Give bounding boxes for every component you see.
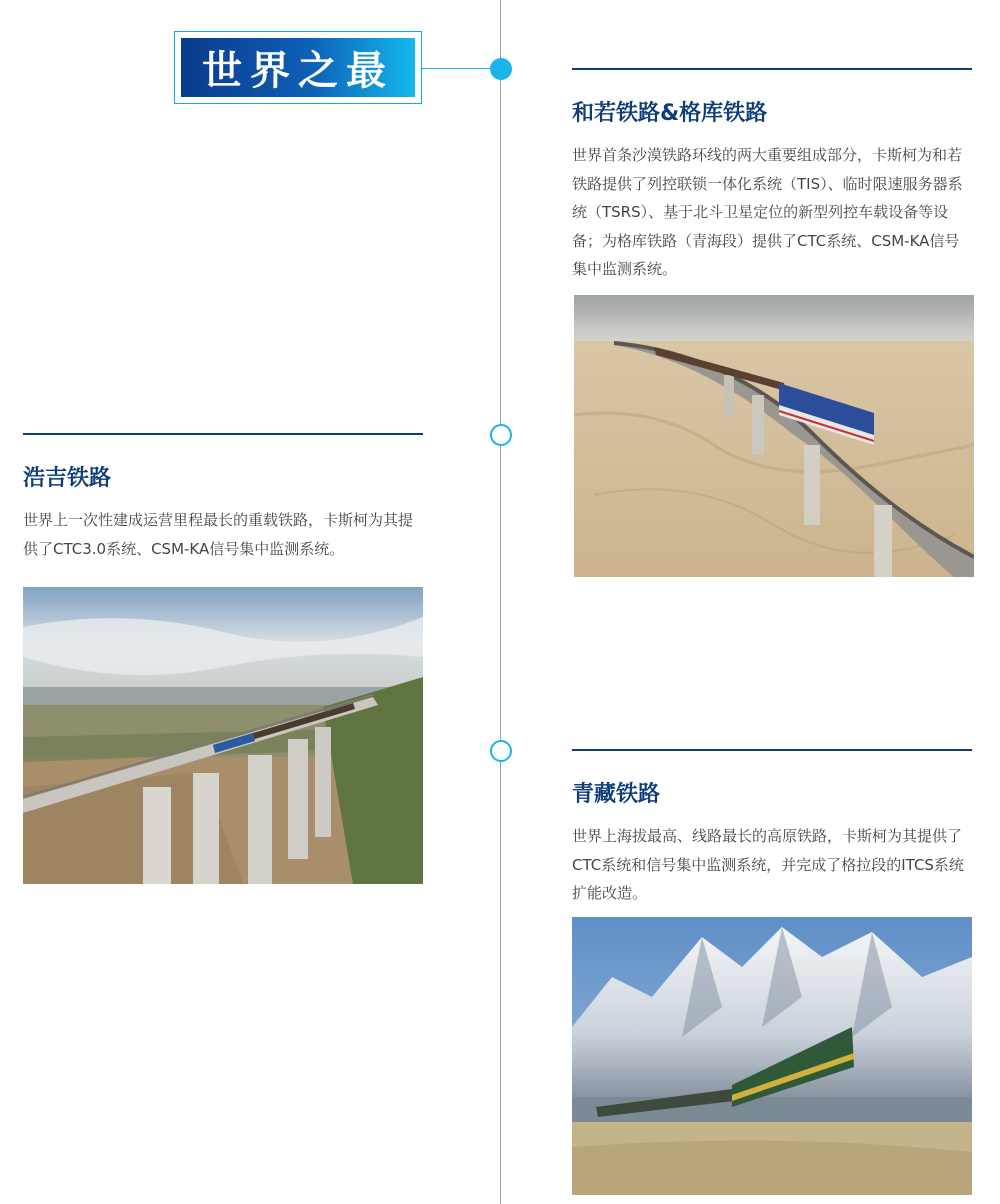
timeline-dot-top [490, 58, 512, 80]
title-box [174, 31, 422, 104]
page-title: 世界之最 [181, 38, 415, 97]
section-body: 世界上一次性建成运营里程最长的重载铁路，卡斯柯为其提供了CTC3.0系统、CSM-KA信号集中监测系统。 [23, 511, 414, 558]
section-body: 世界上海拔最高、线路最长的高原铁路，卡斯柯为其提供了CTC系统和信号集中监测系统，并完成了格拉段的ITCS系统扩能改造。 [572, 827, 964, 902]
section-rule [572, 68, 972, 70]
timeline-dot-bottom [490, 740, 512, 762]
section-rule [572, 749, 972, 751]
timeline-line [500, 0, 501, 1204]
section-haoji [23, 433, 423, 563]
section-heading: 和若铁路&格库铁路 [572, 101, 768, 126]
viaduct-railway-photo [23, 587, 423, 884]
section-heading: 浩吉铁路 [23, 466, 112, 491]
timeline-dot-middle [490, 424, 512, 446]
section-herou-geku [572, 68, 972, 284]
desert-railway-photo [574, 295, 974, 577]
section-qingzang [572, 749, 972, 908]
section-heading: 青藏铁路 [572, 782, 661, 807]
title-connector [422, 68, 492, 69]
section-body: 世界首条沙漠铁路环线的两大重要组成部分，卡斯柯为和若铁路提供了列控联锁一体化系统（TIS）、临时限速服务器系统（TSRS）、基于北斗卫星定位的新型列控车载设备等设备；为格库铁路（青海段）提供了CTC系统、CSM-KA信号集中监测系统。 [572, 146, 963, 278]
plateau-railway-photo [572, 917, 972, 1195]
section-rule [23, 433, 423, 435]
